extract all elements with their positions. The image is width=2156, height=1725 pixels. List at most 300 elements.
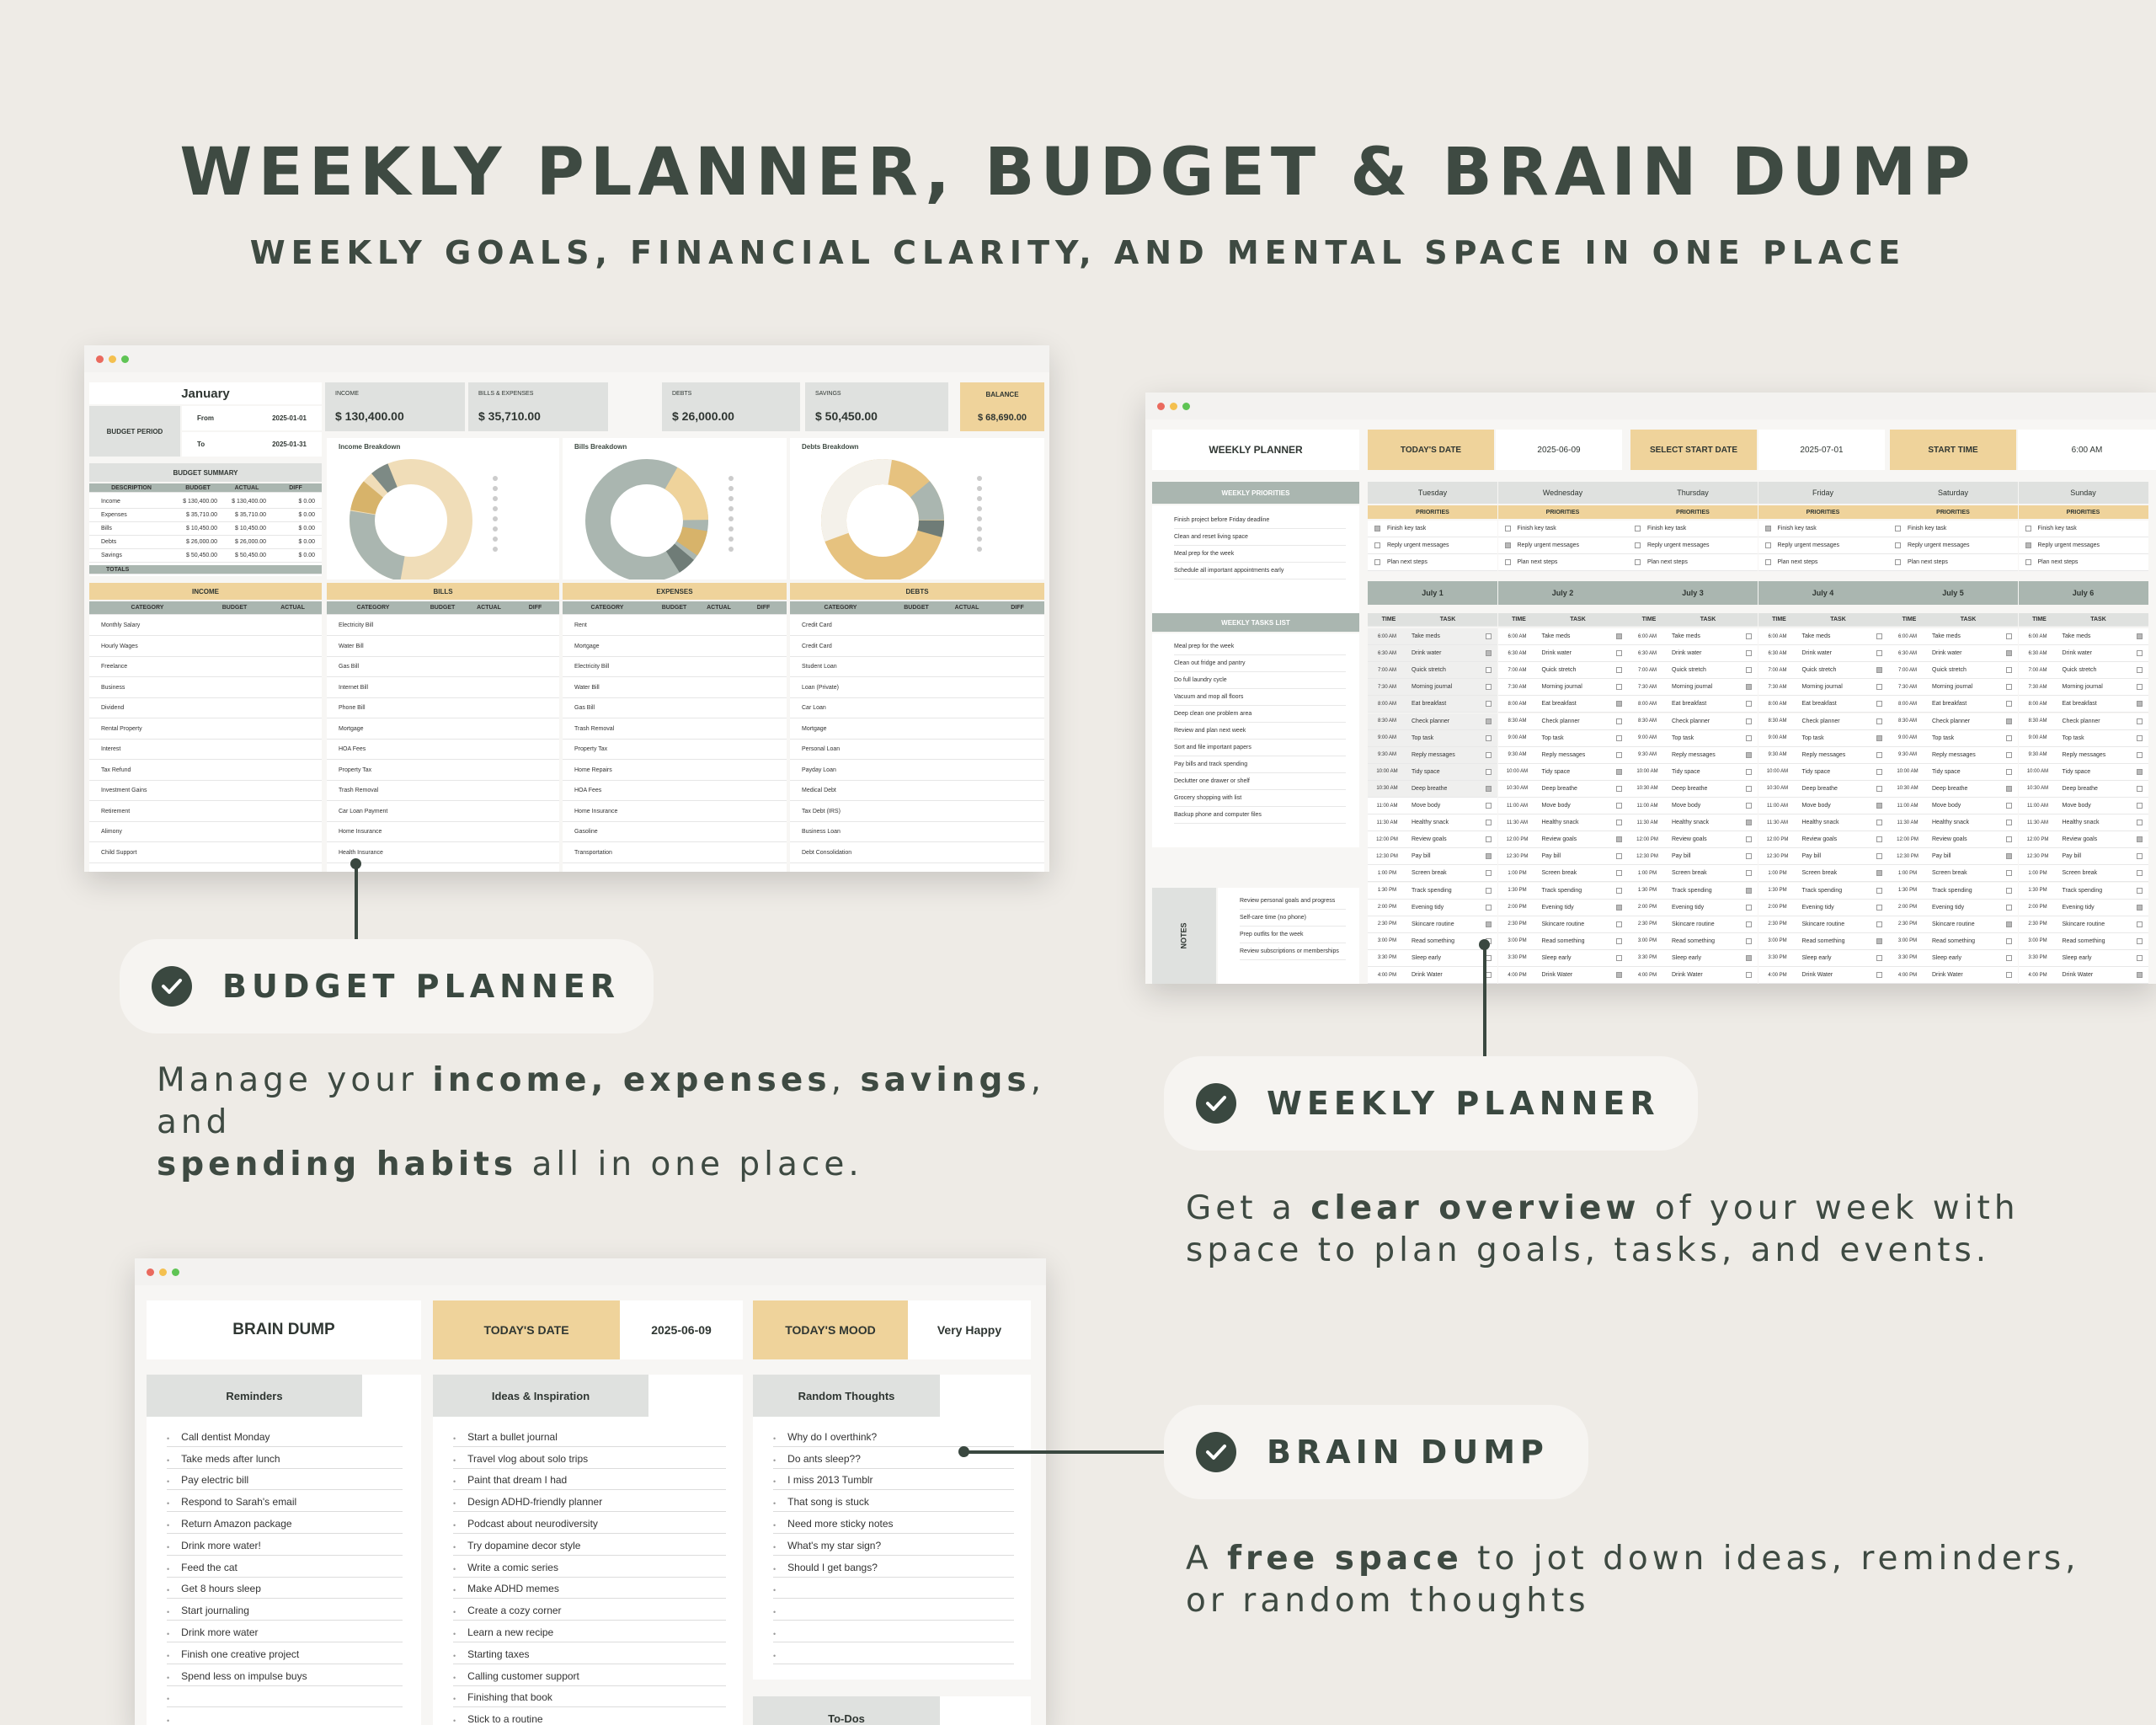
schedule-row[interactable] <box>1628 713 1758 730</box>
checkbox[interactable] <box>1505 526 1511 531</box>
checkbox[interactable] <box>2006 921 2012 927</box>
checkbox[interactable] <box>2006 905 2012 911</box>
expenses-row[interactable] <box>563 843 787 863</box>
checkbox[interactable] <box>1616 752 1622 758</box>
schedule-row[interactable] <box>1498 679 1628 696</box>
income-row[interactable] <box>89 802 322 822</box>
checkbox[interactable] <box>1746 870 1752 876</box>
checkbox[interactable] <box>1746 752 1752 758</box>
checkbox[interactable] <box>2006 836 2012 842</box>
debts-row[interactable] <box>790 781 1044 801</box>
bills-row[interactable] <box>327 822 559 842</box>
reminder-item[interactable]: • Spend less on impulse buys <box>167 1664 403 1686</box>
checkbox[interactable] <box>1635 559 1641 565</box>
schedule-row[interactable] <box>1628 916 1758 933</box>
checkbox[interactable] <box>1746 684 1752 690</box>
schedule-row[interactable] <box>1888 764 2018 781</box>
schedule-row[interactable] <box>1888 747 2018 764</box>
checkbox[interactable] <box>2006 667 2012 673</box>
checkbox[interactable] <box>2025 542 2031 548</box>
idea-item[interactable]: • Design ADHD-friendly planner <box>453 1490 726 1512</box>
schedule-row[interactable] <box>1368 730 1497 747</box>
weekly-priority-item[interactable]: Schedule all important appointments early <box>1174 563 1346 579</box>
checkbox[interactable] <box>1486 667 1492 673</box>
checkbox[interactable] <box>1876 684 1882 690</box>
checkbox[interactable] <box>2006 820 2012 825</box>
income-row[interactable] <box>89 843 322 863</box>
reminder-item[interactable]: • Take meds after lunch <box>167 1447 403 1469</box>
checkbox[interactable] <box>1746 921 1752 927</box>
from-value[interactable]: 2025-01-01 <box>272 414 307 422</box>
schedule-row[interactable] <box>1758 696 1888 713</box>
checkbox[interactable] <box>2006 752 2012 758</box>
checkbox[interactable] <box>2006 888 2012 894</box>
checkbox[interactable] <box>1616 701 1622 707</box>
day-priority-item[interactable] <box>1888 521 2018 537</box>
schedule-row[interactable] <box>1888 900 2018 916</box>
checkbox[interactable] <box>1746 735 1752 741</box>
debts-row[interactable] <box>790 802 1044 822</box>
schedule-row[interactable] <box>2019 781 2148 798</box>
maximize-dot[interactable] <box>1182 403 1190 410</box>
checkbox[interactable] <box>2006 769 2012 775</box>
day-priority-item[interactable] <box>1758 521 1888 537</box>
checkbox[interactable] <box>1486 650 1492 656</box>
schedule-row[interactable] <box>1758 883 1888 900</box>
expenses-row[interactable] <box>563 657 787 677</box>
expenses-row[interactable] <box>563 698 787 718</box>
schedule-row[interactable] <box>1368 645 1497 662</box>
schedule-row[interactable] <box>1758 933 1888 950</box>
checkbox[interactable] <box>1746 955 1752 961</box>
idea-item[interactable]: • Start a bullet journal <box>453 1425 726 1447</box>
checkbox[interactable] <box>1486 955 1492 961</box>
checkbox[interactable] <box>1616 853 1622 859</box>
schedule-row[interactable] <box>2019 883 2148 900</box>
checkbox[interactable] <box>1374 542 1380 548</box>
schedule-row[interactable] <box>1368 865 1497 882</box>
schedule-row[interactable] <box>1498 628 1628 645</box>
schedule-row[interactable] <box>1498 747 1628 764</box>
schedule-row[interactable] <box>1368 747 1497 764</box>
checkbox[interactable] <box>1746 836 1752 842</box>
checkbox[interactable] <box>2006 786 2012 792</box>
checkbox[interactable] <box>1876 888 1882 894</box>
schedule-row[interactable] <box>2019 713 2148 730</box>
bills-row[interactable] <box>327 781 559 801</box>
checkbox[interactable] <box>2137 735 2143 741</box>
day-priority-item[interactable] <box>2019 521 2148 537</box>
thought-item[interactable]: • Do ants sleep?? <box>773 1447 1014 1469</box>
checkbox[interactable] <box>1876 955 1882 961</box>
checkbox[interactable] <box>1876 650 1882 656</box>
idea-item[interactable]: • Make ADHD memes <box>453 1578 726 1599</box>
schedule-row[interactable] <box>1368 798 1497 814</box>
weekly-task-item[interactable]: Backup phone and computer files <box>1174 807 1346 824</box>
schedule-row[interactable] <box>1628 900 1758 916</box>
schedule-row[interactable] <box>1498 916 1628 933</box>
reminder-item[interactable]: • Finish one creative project <box>167 1642 403 1664</box>
checkbox[interactable] <box>1486 769 1492 775</box>
schedule-row[interactable] <box>1628 865 1758 882</box>
schedule-row[interactable] <box>1888 730 2018 747</box>
expenses-row[interactable] <box>563 678 787 698</box>
schedule-row[interactable] <box>1368 781 1497 798</box>
schedule-row[interactable] <box>2019 916 2148 933</box>
budget-to-row[interactable] <box>182 432 322 457</box>
checkbox[interactable] <box>1746 667 1752 673</box>
checkbox[interactable] <box>1746 650 1752 656</box>
checkbox[interactable] <box>1486 921 1492 927</box>
bills-row[interactable] <box>327 740 559 760</box>
schedule-row[interactable] <box>1628 933 1758 950</box>
checkbox[interactable] <box>2137 938 2143 944</box>
checkbox[interactable] <box>1505 542 1511 548</box>
schedule-row[interactable] <box>2019 798 2148 814</box>
schedule-row[interactable] <box>1368 679 1497 696</box>
schedule-row[interactable] <box>2019 645 2148 662</box>
reminder-item[interactable]: • Call dentist Monday <box>167 1425 403 1447</box>
schedule-row[interactable] <box>1498 967 1628 984</box>
schedule-row[interactable] <box>1888 645 2018 662</box>
idea-item[interactable]: • Try dopamine decor style <box>453 1534 726 1556</box>
schedule-row[interactable] <box>1628 848 1758 865</box>
checkbox[interactable] <box>2006 718 2012 724</box>
weekly-task-item[interactable]: Review and plan next week <box>1174 723 1346 740</box>
schedule-row[interactable] <box>1888 662 2018 679</box>
weekly-task-item[interactable]: Deep clean one problem area <box>1174 706 1346 723</box>
schedule-row[interactable] <box>2019 831 2148 848</box>
day-priority-item[interactable] <box>1758 537 1888 554</box>
schedule-row[interactable] <box>1758 900 1888 916</box>
brain-todays-date-value[interactable]: 2025-06-09 <box>620 1300 743 1359</box>
schedule-row[interactable] <box>1368 900 1497 916</box>
day-priority-item[interactable] <box>1888 554 2018 571</box>
schedule-row[interactable] <box>1758 798 1888 814</box>
checkbox[interactable] <box>2006 938 2012 944</box>
checkbox[interactable] <box>2025 526 2031 531</box>
weekly-task-item[interactable]: Do full laundry cycle <box>1174 672 1346 689</box>
day-priority-item[interactable] <box>2019 537 2148 554</box>
schedule-row[interactable] <box>2019 933 2148 950</box>
checkbox[interactable] <box>1895 542 1901 548</box>
schedule-row[interactable] <box>1628 645 1758 662</box>
thought-item[interactable]: • I miss 2013 Tumblr <box>773 1469 1014 1491</box>
schedule-row[interactable] <box>2019 628 2148 645</box>
day-priority-item[interactable] <box>1888 537 2018 554</box>
checkbox[interactable] <box>1616 650 1622 656</box>
weekly-priority-item[interactable]: Finish project before Friday deadline <box>1174 512 1346 529</box>
schedule-row[interactable] <box>1758 916 1888 933</box>
schedule-row[interactable] <box>1368 814 1497 831</box>
weekly-task-item[interactable]: Meal prep for the week <box>1174 638 1346 655</box>
day-priority-item[interactable] <box>1758 554 1888 571</box>
schedule-row[interactable] <box>1758 764 1888 781</box>
schedule-row[interactable] <box>2019 865 2148 882</box>
schedule-row[interactable] <box>2019 900 2148 916</box>
schedule-row[interactable] <box>1628 628 1758 645</box>
checkbox[interactable] <box>2137 684 2143 690</box>
schedule-row[interactable] <box>1888 883 2018 900</box>
checkbox[interactable] <box>1616 718 1622 724</box>
checkbox[interactable] <box>1616 633 1622 639</box>
thought-item[interactable] <box>773 1642 1014 1664</box>
maximize-dot[interactable] <box>121 355 129 363</box>
reminder-item[interactable]: • Drink more water! <box>167 1534 403 1556</box>
checkbox[interactable] <box>2137 667 2143 673</box>
schedule-row[interactable] <box>1498 814 1628 831</box>
schedule-row[interactable] <box>1758 713 1888 730</box>
day-priority-item[interactable] <box>1498 521 1628 537</box>
checkbox[interactable] <box>2137 888 2143 894</box>
weekly-task-item[interactable]: Clean out fridge and pantry <box>1174 655 1346 672</box>
bills-row[interactable] <box>327 678 559 698</box>
checkbox[interactable] <box>1374 526 1380 531</box>
idea-item[interactable]: • Paint that dream I had <box>453 1469 726 1491</box>
checkbox[interactable] <box>2137 820 2143 825</box>
checkbox[interactable] <box>1616 803 1622 809</box>
idea-item[interactable]: • Learn a new recipe <box>453 1621 726 1642</box>
schedule-row[interactable] <box>1888 781 2018 798</box>
idea-item[interactable]: • Podcast about neurodiversity <box>453 1512 726 1534</box>
weekly-task-item[interactable]: Vacuum and mop all floors <box>1174 689 1346 706</box>
checkbox[interactable] <box>2137 718 2143 724</box>
expenses-row[interactable] <box>563 802 787 822</box>
schedule-row[interactable] <box>1498 730 1628 747</box>
checkbox[interactable] <box>2137 701 2143 707</box>
schedule-row[interactable] <box>1498 848 1628 865</box>
income-row[interactable] <box>89 719 322 740</box>
checkbox[interactable] <box>2006 803 2012 809</box>
checkbox[interactable] <box>1746 633 1752 639</box>
reminder-item[interactable] <box>167 1686 403 1708</box>
checkbox[interactable] <box>1374 559 1380 565</box>
schedule-row[interactable] <box>1888 713 2018 730</box>
checkbox[interactable] <box>1876 853 1882 859</box>
reminder-item[interactable]: • Get 8 hours sleep <box>167 1578 403 1599</box>
schedule-row[interactable] <box>1368 713 1497 730</box>
bills-row[interactable] <box>327 843 559 863</box>
debts-row[interactable] <box>790 822 1044 842</box>
idea-item[interactable]: • Travel vlog about solo trips <box>453 1447 726 1469</box>
schedule-row[interactable] <box>2019 730 2148 747</box>
checkbox[interactable] <box>1876 820 1882 825</box>
reminder-item[interactable]: • Return Amazon package <box>167 1512 403 1534</box>
expenses-row[interactable] <box>563 616 787 636</box>
day-priority-item[interactable] <box>1368 521 1497 537</box>
schedule-row[interactable] <box>1368 916 1497 933</box>
reminder-item[interactable]: • Feed the cat <box>167 1556 403 1578</box>
thought-item[interactable] <box>773 1599 1014 1621</box>
expenses-row[interactable] <box>563 719 787 740</box>
checkbox[interactable] <box>1876 735 1882 741</box>
checkbox[interactable] <box>2137 905 2143 911</box>
schedule-row[interactable] <box>1758 848 1888 865</box>
start-date-value[interactable]: 2025-07-01 <box>1758 430 1885 470</box>
schedule-row[interactable] <box>1498 781 1628 798</box>
checkbox[interactable] <box>1635 526 1641 531</box>
thought-item[interactable] <box>773 1578 1014 1599</box>
schedule-row[interactable] <box>1628 730 1758 747</box>
checkbox[interactable] <box>1486 701 1492 707</box>
schedule-row[interactable] <box>2019 814 2148 831</box>
checkbox[interactable] <box>1765 526 1771 531</box>
idea-item[interactable]: • Create a cozy corner <box>453 1599 726 1621</box>
checkbox[interactable] <box>1486 718 1492 724</box>
day-priority-item[interactable] <box>1498 537 1628 554</box>
checkbox[interactable] <box>1765 559 1771 565</box>
checkbox[interactable] <box>1486 905 1492 911</box>
schedule-row[interactable] <box>2019 679 2148 696</box>
schedule-row[interactable] <box>1888 814 2018 831</box>
checkbox[interactable] <box>1746 718 1752 724</box>
day-priority-item[interactable] <box>1498 554 1628 571</box>
idea-item[interactable]: • Write a comic series <box>453 1556 726 1578</box>
checkbox[interactable] <box>1876 701 1882 707</box>
thought-item[interactable]: • Why do I overthink? <box>773 1425 1014 1447</box>
checkbox[interactable] <box>2137 836 2143 842</box>
schedule-row[interactable] <box>2019 662 2148 679</box>
thought-item[interactable]: • Should I get bangs? <box>773 1556 1014 1578</box>
checkbox[interactable] <box>1746 972 1752 978</box>
checkbox[interactable] <box>2006 633 2012 639</box>
expenses-row[interactable] <box>563 740 787 760</box>
checkbox[interactable] <box>1616 955 1622 961</box>
schedule-row[interactable] <box>2019 967 2148 984</box>
schedule-row[interactable] <box>1628 781 1758 798</box>
checkbox[interactable] <box>1876 769 1882 775</box>
schedule-row[interactable] <box>1628 764 1758 781</box>
schedule-row[interactable] <box>1498 831 1628 848</box>
idea-item[interactable]: • Stick to a routine <box>453 1707 726 1725</box>
checkbox[interactable] <box>1616 820 1622 825</box>
checkbox[interactable] <box>2137 769 2143 775</box>
schedule-row[interactable] <box>1368 764 1497 781</box>
thought-item[interactable] <box>773 1621 1014 1642</box>
income-row[interactable] <box>89 698 322 718</box>
checkbox[interactable] <box>1876 905 1882 911</box>
schedule-row[interactable] <box>1368 831 1497 848</box>
schedule-row[interactable] <box>1498 798 1628 814</box>
checkbox[interactable] <box>2137 853 2143 859</box>
checkbox[interactable] <box>1876 633 1882 639</box>
schedule-row[interactable] <box>1758 865 1888 882</box>
checkbox[interactable] <box>1895 559 1901 565</box>
checkbox[interactable] <box>1876 972 1882 978</box>
bills-row[interactable] <box>327 719 559 740</box>
schedule-row[interactable] <box>1888 798 2018 814</box>
checkbox[interactable] <box>2137 633 2143 639</box>
income-row[interactable] <box>89 657 322 677</box>
checkbox[interactable] <box>1876 938 1882 944</box>
note-item[interactable]: Review subscriptions or memberships <box>1240 943 1346 960</box>
schedule-row[interactable] <box>1498 883 1628 900</box>
schedule-row[interactable] <box>1888 865 2018 882</box>
checkbox[interactable] <box>1616 888 1622 894</box>
checkbox[interactable] <box>1876 921 1882 927</box>
minimize-dot[interactable] <box>1170 403 1177 410</box>
close-dot[interactable] <box>96 355 104 363</box>
schedule-row[interactable] <box>1368 933 1497 950</box>
schedule-row[interactable] <box>1888 679 2018 696</box>
checkbox[interactable] <box>1746 820 1752 825</box>
schedule-row[interactable] <box>1498 933 1628 950</box>
schedule-row[interactable] <box>1628 831 1758 848</box>
schedule-row[interactable] <box>1758 662 1888 679</box>
schedule-row[interactable] <box>1758 781 1888 798</box>
schedule-row[interactable] <box>1368 662 1497 679</box>
checkbox[interactable] <box>2137 786 2143 792</box>
schedule-row[interactable] <box>1628 747 1758 764</box>
schedule-row[interactable] <box>1628 696 1758 713</box>
schedule-row[interactable] <box>1758 950 1888 967</box>
reminder-item[interactable]: • Pay electric bill <box>167 1469 403 1491</box>
day-priority-item[interactable] <box>1368 554 1497 571</box>
checkbox[interactable] <box>1876 718 1882 724</box>
bills-row[interactable] <box>327 657 559 677</box>
schedule-row[interactable] <box>1498 713 1628 730</box>
schedule-row[interactable] <box>2019 848 2148 865</box>
debts-row[interactable] <box>790 761 1044 781</box>
schedule-row[interactable] <box>1888 831 2018 848</box>
note-item[interactable]: Prep outfits for the week <box>1240 927 1346 943</box>
checkbox[interactable] <box>2137 955 2143 961</box>
note-item[interactable]: Self-care time (no phone) <box>1240 910 1346 927</box>
weekly-priority-item[interactable]: Clean and reset living space <box>1174 529 1346 546</box>
checkbox[interactable] <box>2006 870 2012 876</box>
weekly-task-item[interactable]: Grocery shopping with list <box>1174 790 1346 807</box>
checkbox[interactable] <box>1505 559 1511 565</box>
checkbox[interactable] <box>2137 650 2143 656</box>
schedule-row[interactable] <box>2019 950 2148 967</box>
income-row[interactable] <box>89 761 322 781</box>
reminder-item[interactable] <box>167 1707 403 1725</box>
schedule-row[interactable] <box>1758 645 1888 662</box>
debts-row[interactable] <box>790 657 1044 677</box>
bills-row[interactable] <box>327 637 559 657</box>
checkbox[interactable] <box>1616 735 1622 741</box>
checkbox[interactable] <box>2006 955 2012 961</box>
debts-row[interactable] <box>790 740 1044 760</box>
minimize-dot[interactable] <box>159 1268 167 1276</box>
minimize-dot[interactable] <box>109 355 116 363</box>
debts-row[interactable] <box>790 719 1044 740</box>
day-priority-item[interactable] <box>1368 537 1497 554</box>
day-priority-item[interactable] <box>1628 554 1758 571</box>
schedule-row[interactable] <box>1498 900 1628 916</box>
checkbox[interactable] <box>2137 972 2143 978</box>
checkbox[interactable] <box>1635 542 1641 548</box>
income-row[interactable] <box>89 678 322 698</box>
schedule-row[interactable] <box>1758 747 1888 764</box>
checkbox[interactable] <box>2137 921 2143 927</box>
checkbox[interactable] <box>1765 542 1771 548</box>
checkbox[interactable] <box>2025 559 2031 565</box>
debts-row[interactable] <box>790 698 1044 718</box>
checkbox[interactable] <box>1486 820 1492 825</box>
checkbox[interactable] <box>1876 836 1882 842</box>
income-row[interactable] <box>89 616 322 636</box>
expenses-row[interactable] <box>563 822 787 842</box>
schedule-row[interactable] <box>1758 679 1888 696</box>
schedule-row[interactable] <box>1758 831 1888 848</box>
schedule-row[interactable] <box>1628 967 1758 984</box>
checkbox[interactable] <box>1486 735 1492 741</box>
checkbox[interactable] <box>1616 836 1622 842</box>
todays-mood-value[interactable]: Very Happy <box>908 1300 1031 1359</box>
schedule-row[interactable] <box>1888 628 2018 645</box>
checkbox[interactable] <box>1486 752 1492 758</box>
